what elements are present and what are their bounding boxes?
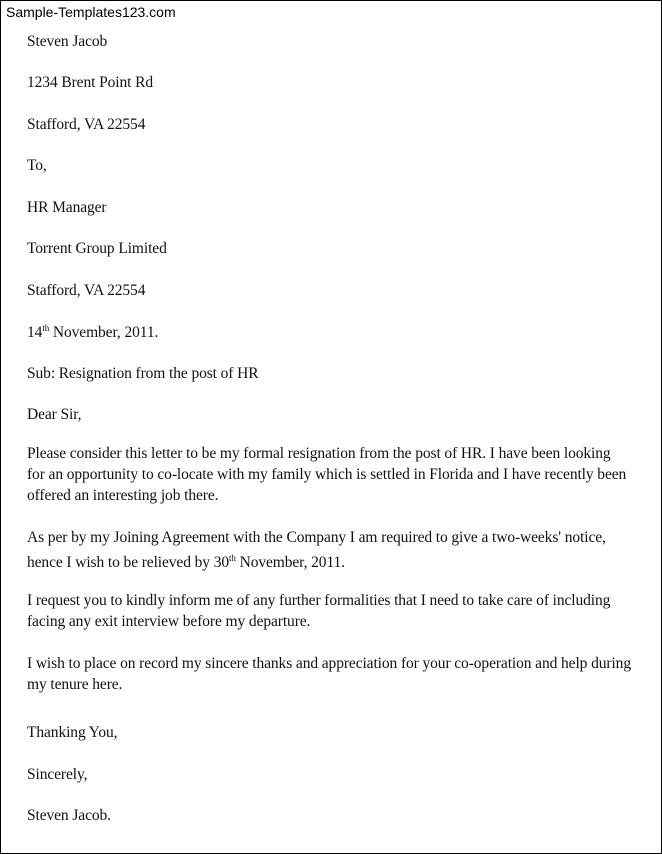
paragraph-4: I wish to place on record my sincere thanks and appreciation for your co-operation and help during my tenure here. — [27, 655, 631, 693]
salutation: Dear Sir, — [27, 406, 82, 423]
watermark: Sample-Templates123.com — [6, 4, 176, 20]
date-day: 14 — [27, 324, 43, 341]
paragraph-2 — [27, 527, 632, 573]
paragraph-3: I request you to kindly inform me of any further formalities that I need to take care of including facing any exit interview before my departure. — [27, 592, 611, 630]
paragraph-2-text: As per by my Joining Agreement with the Company I am required to give a two-weeks' notice, hence I wish to be relieved by 30 — [27, 529, 606, 571]
date-suffix: th — [42, 323, 50, 333]
letter-date — [27, 323, 158, 342]
paragraph-2-end: November, 2011. — [235, 554, 345, 571]
date-rest: November, 2011. — [49, 324, 159, 341]
paragraph-2-sup: th — [229, 553, 236, 563]
sender-street: 1234 Brent Point Rd — [27, 74, 153, 91]
sender-name: Steven Jacob — [27, 33, 108, 50]
sender-city: Stafford, VA 22554 — [27, 116, 146, 133]
recipient-company: Torrent Group Limited — [27, 240, 167, 257]
subject-line: Sub: Resignation from the post of HR — [27, 365, 259, 382]
recipient-city: Stafford, VA 22554 — [27, 282, 146, 299]
to-label: To, — [27, 157, 47, 174]
signature: Steven Jacob. — [27, 807, 111, 824]
closing-thanks: Thanking You, — [27, 724, 118, 741]
closing-sincerely: Sincerely, — [27, 766, 88, 783]
paragraph-1: Please consider this letter to be my formal resignation from the post of HR. I have been looking for an opportunity to co-locate with my family which is settled in Florida and I have recently been offered an interesting job there. — [27, 445, 627, 504]
recipient-title: HR Manager — [27, 199, 107, 216]
